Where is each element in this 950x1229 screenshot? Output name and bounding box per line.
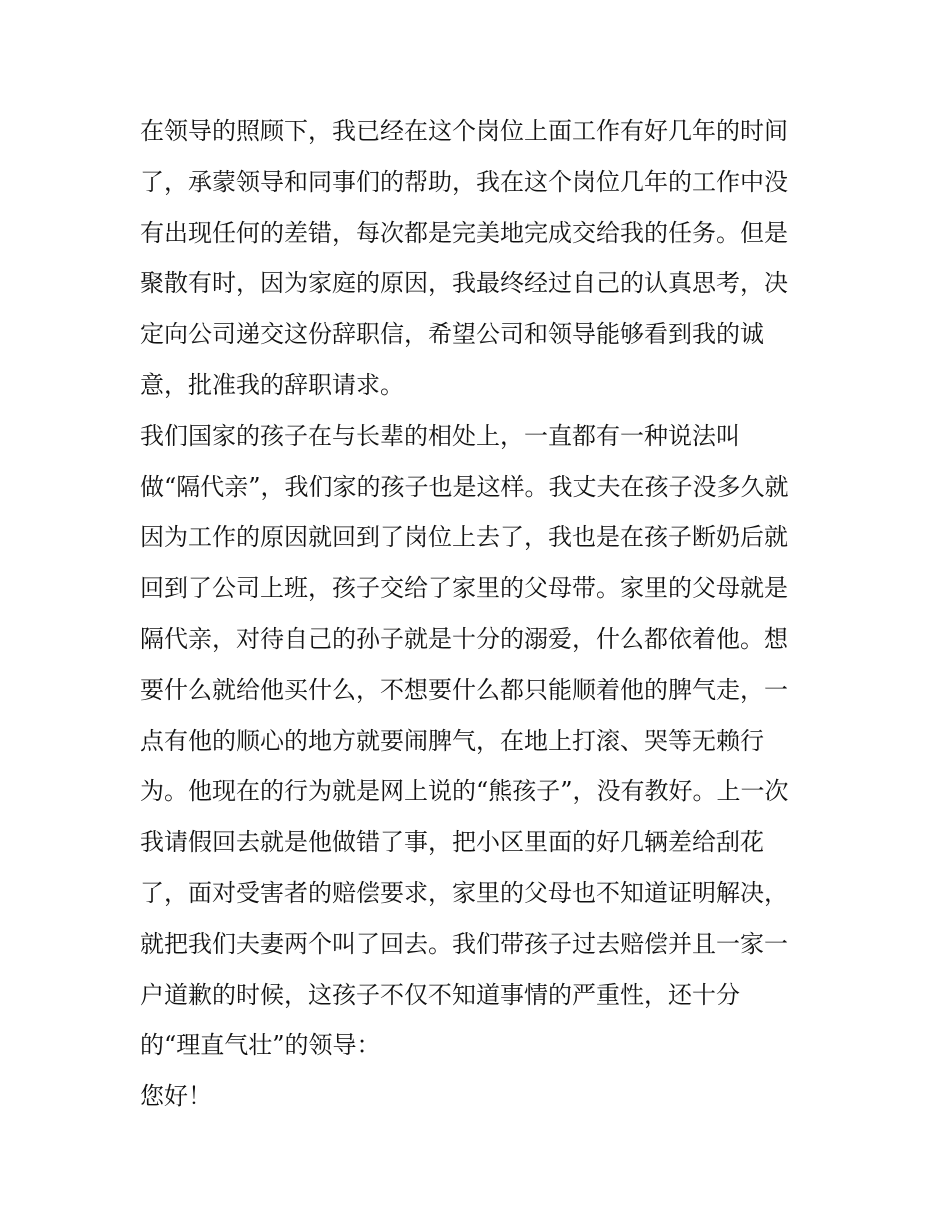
text-line-3: 有出现任何的差错，每次都是完美地完成交给我的任务。但是	[140, 218, 788, 247]
text-line-9: 因为工作的原因就回到了岗位上去了，我也是在孩子断奶后就	[140, 523, 788, 552]
text-line-14: 为。他现在的行为就是网上说的“熊孩子”，没有教好。上一次	[140, 777, 789, 806]
text-line-18: 户道歉的时候，这孩子不仅不知道事情的严重性，还十分	[140, 980, 740, 1009]
text-line-11: 隔代亲，对待自己的孙子就是十分的溺爱，什么都依着他。想	[140, 624, 788, 653]
text-line-1: 在领导的照顾下，我已经在这个岗位上面工作有好几年的时间	[140, 117, 788, 145]
text-line-20: 您好！	[140, 1082, 212, 1111]
text-line-2: 了，承蒙领导和同事们的帮助，我在这个岗位几年的工作中没	[140, 167, 788, 196]
text-line-19: 的“理直气壮”的领导：	[140, 1031, 381, 1060]
text-line-15: 我请假回去就是他做错了事，把小区里面的好几辆差给刮花	[140, 828, 764, 857]
text-line-4: 聚散有时，因为家庭的原因，我最终经过自己的认真思考，决	[140, 269, 788, 298]
text-line-7: 我们国家的孩子在与长辈的相处上，一直都有一种说法叫	[140, 421, 740, 450]
body-text	[140, 106, 820, 1122]
text-line-10: 回到了公司上班，孩子交给了家里的父母带。家里的父母就是	[140, 574, 788, 603]
text-line-6: 意，批准我的辞职请求。	[140, 370, 404, 399]
text-line-5: 定向公司递交这份辞职信，希望公司和领导能够看到我的诚	[140, 320, 764, 349]
text-line-16: 了，面对受害者的赔偿要求，家里的父母也不知道证明解决，	[140, 878, 788, 907]
text-line-17: 就把我们夫妻两个叫了回去。我们带孩子过去赔偿并且一家一	[140, 929, 788, 958]
text-line-12: 要什么就给他买什么，不想要什么都只能顺着他的脾气走，一	[140, 675, 788, 704]
text-line-8: 做“隔代亲”，我们家的孩子也是这样。我丈夫在孩子没多久就	[140, 472, 789, 501]
text-line-13: 点有他的顺心的地方就要闹脾气，在地上打滚、哭等无赖行	[140, 726, 764, 755]
